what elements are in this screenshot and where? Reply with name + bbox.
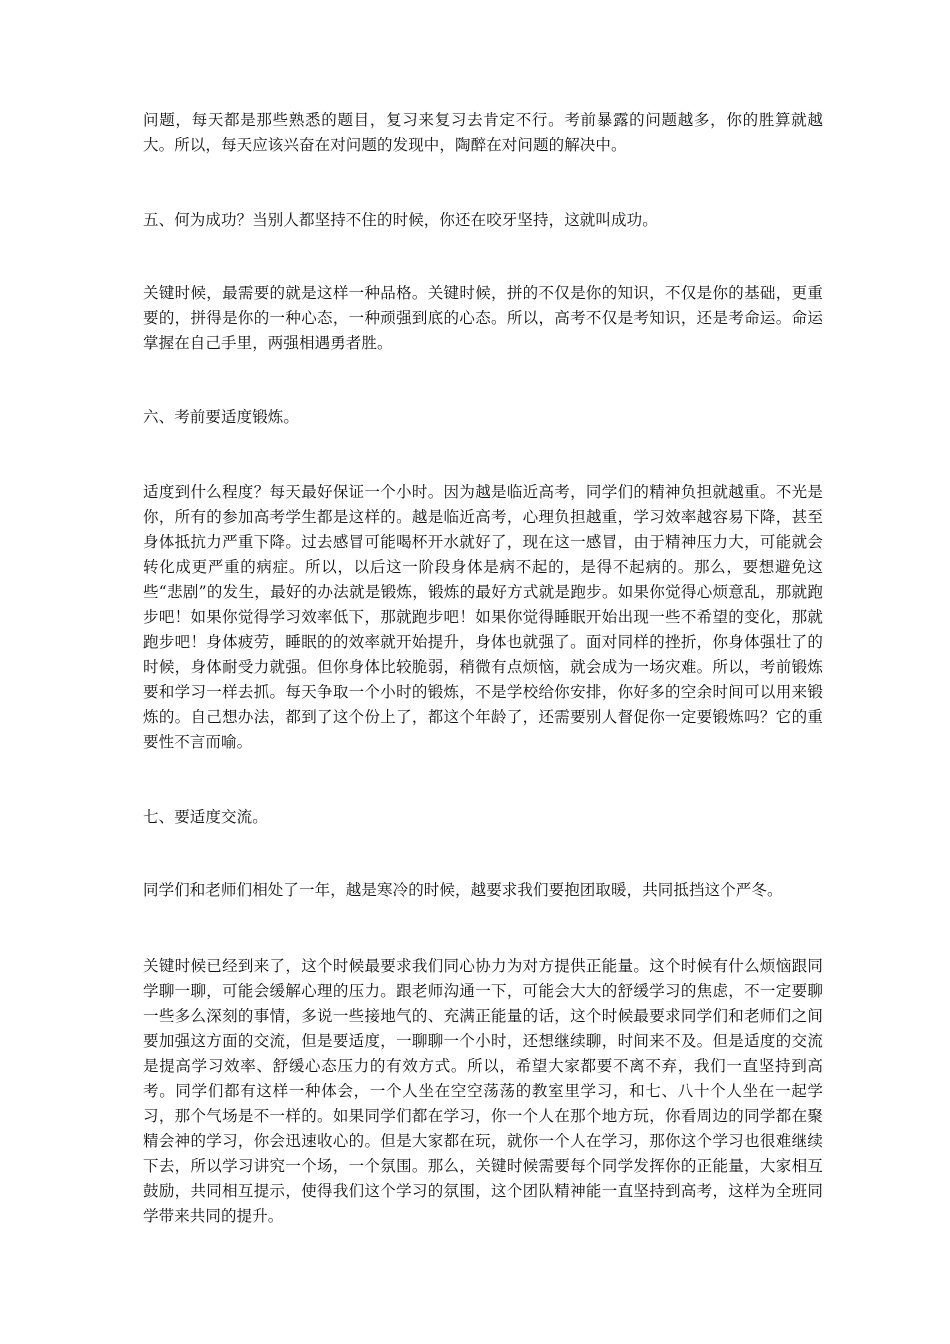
section-heading-7: 七、要适度交流。 [143,808,268,826]
section-heading-6: 六、考前要适度锻炼。 [143,408,300,426]
paragraph-section-7-body: 关键时候已经到来了，这个时候最要求我们同心协力为对方提供正能量。这个时候有什么烦恼跟同学聊一聊，可能会缓解心理的压力。跟老师沟通一下，可能会大大的舒缓学习的焦虑，不一定要聊一些多么深刻的事情，多说一些接地气的、充满正能量的话，这个时候最要求同学们和老师们之间要加强这方面的交流，但是要适度，一聊聊一个小时，还想继续聊，时间来不及。但是适度的交流是提高学习效率、舒缓心态压力的有效方式。所以，希望大家都要不离不弃，我们一直坚持到高考。同学们都有这样一种体会，一个人坐在空空荡荡的教室里学习，和七、八十个人坐在一起学习，那个气场是不一样的。如果同学们都在学习，你一个人在那个地方玩，你看周边的同学都在聚精会神的学习，你会迅速收心的。但是大家都在玩，就你一个人在学习，那你这个学习也很难继续下去，所以学习讲究一个场，一个氛围。那么，关键时候需要每个同学发挥你的正能量，大家相互鼓励，共同相互提示，使得我们这个学习的氛围，这个团队精神能一直坚持到高考，这样为全班同学带来共同的提升。 [143,957,823,1225]
paragraph-section-5-body: 关键时候，最需要的就是这样一种品格。关键时候，拼的不仅是你的知识，不仅是你的基础，更重要的，拼得是你的一种心态，一种顽强到底的心态。所以，高考不仅是考知识，还是考命运。命运掌握在自己手里，两强相遇勇者胜。 [143,284,823,352]
paragraph-intro-continuation: 问题，每天都是那些熟悉的题目，复习来复习去肯定不行。考前暴露的问题越多，你的胜算就越大。所以，每天应该兴奋在对问题的发现中，陶醉在对问题的解决中。 [143,111,823,154]
section-heading-5: 五、何为成功？当别人都坚持不住的时候，你还在咬牙坚持，这就叫成功。 [143,211,658,229]
paragraph-section-6-body: 适度到什么程度？每天最好保证一个小时。因为越是临近高考，同学们的精神负担就越重。不光是你，所有的参加高考学生都是这样的。越是临近高考，心理负担越重，学习效率越容易下降，甚至身体抵抗力严重下降。过去感冒可能喝杯开水就好了，现在这一感冒，由于精神压力大，可能就会转化成更严重的病症。所以，以后这一阶段身体是病不起的，是得不起病的。那么，要想避免这些“悲剧”的发生，最好的办法就是锻炼，锻炼的最好方式就是跑步。如果你觉得心烦意乱，那就跑步吧！如果你觉得学习效率低下，那就跑步吧！如果你觉得睡眠开始出现一些不希望的变化，那就跑步吧！身体疲劳，睡眠的的效率就开始提升，身体也就强了。面对同样的挫折，你身体强壮了的时候，身体耐受力就强。但你身体比较脆弱，稍微有点烦恼，就会成为一场灾难。所以，考前锻炼要和学习一样去抓。每天争取一个小时的锻炼，不是学校给你安排，你好多的空余时间可以用来锻炼的。自己想办法，都到了这个份上了，都这个年龄了，还需要别人督促你一定要锻炼吗？它的重要性不言而喻。 [143,483,823,751]
paragraph-section-7-intro: 同学们和老师们相处了一年，越是寒冷的时候，越要求我们要抱团取暖，共同抵挡这个严冬。 [143,881,783,899]
